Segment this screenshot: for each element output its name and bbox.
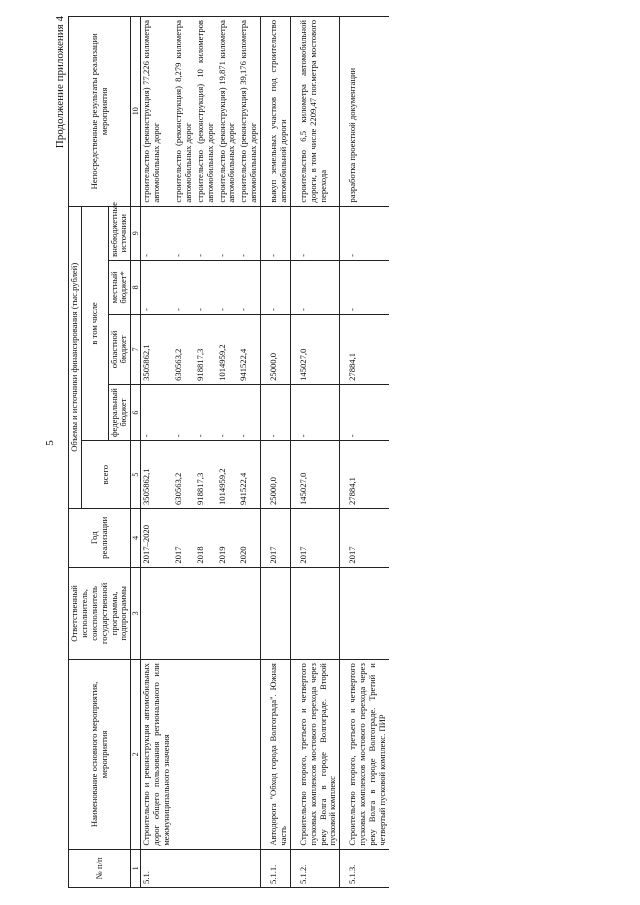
col-index: 8 xyxy=(131,260,141,314)
cell-no: 5.1.1. xyxy=(261,849,291,887)
cell-local: - xyxy=(290,260,340,314)
header-results: Непосредственные результаты реализации мероприятия xyxy=(69,17,131,207)
cell-extra: - xyxy=(290,206,340,260)
cell-extra: - xyxy=(173,206,195,260)
cell-no: 5.1.2. xyxy=(290,849,340,887)
col-index: 7 xyxy=(131,314,141,384)
table-row xyxy=(217,17,239,888)
cell-total: 25000,0 xyxy=(261,441,291,509)
cell-responsible xyxy=(340,567,389,660)
cell-federal: - xyxy=(340,384,389,440)
cell-year: 2017 xyxy=(261,508,291,567)
table-row xyxy=(238,17,260,888)
table-body xyxy=(141,17,389,888)
cell-name xyxy=(173,660,195,850)
cell-no: 5.1.3. xyxy=(340,849,389,887)
col-index: 3 xyxy=(131,567,141,660)
cell-total: 941522,4 xyxy=(238,441,260,509)
cell-no xyxy=(238,849,260,887)
cell-year: 2017 xyxy=(173,508,195,567)
col-index: 10 xyxy=(131,17,141,207)
header-federal: федеральный бюджет xyxy=(108,384,131,440)
cell-federal: - xyxy=(141,384,173,440)
header-total: всего xyxy=(81,441,130,509)
rotated-sheet xyxy=(50,12,640,892)
cell-responsible xyxy=(261,567,291,660)
cell-no: 5.1. xyxy=(141,849,173,887)
table-row xyxy=(195,17,217,888)
cell-regional: 941522,4 xyxy=(238,314,260,384)
header-responsible: Ответственный исполнитель, соисполнитель государственной программы, подпрограммы xyxy=(69,567,131,660)
cell-total: 1014959,2 xyxy=(217,441,239,509)
table-row xyxy=(141,17,173,888)
cell-regional: 3505862,1 xyxy=(141,314,173,384)
cell-responsible xyxy=(141,567,173,660)
cell-extra: - xyxy=(141,206,173,260)
cell-name: Строительство и реконструкция автомобильных дорог общего пользования регионального или межмуниципального значения xyxy=(141,660,173,850)
cell-name xyxy=(238,660,260,850)
cell-local: - xyxy=(173,260,195,314)
header-no: № п/п xyxy=(69,849,131,887)
cell-local: - xyxy=(217,260,239,314)
cell-responsible xyxy=(195,567,217,660)
cell-federal: - xyxy=(261,384,291,440)
cell-federal: - xyxy=(290,384,340,440)
cell-name: Автодорога "Обход города Волгограда". Южная часть xyxy=(261,660,291,850)
col-index: 6 xyxy=(131,384,141,440)
cell-name: Строительство второго, третьего и четвертого пусковых комплексов мостового перехода через реку Волга в городе Волгограде. Второй пусковой комплекс xyxy=(290,660,340,850)
cell-no xyxy=(195,849,217,887)
continuation-note: Продолжение приложения 4 xyxy=(54,16,66,149)
cell-total: 145027,0 xyxy=(290,441,340,509)
header-regional: областной бюджет xyxy=(108,314,131,384)
cell-regional: 918817,3 xyxy=(195,314,217,384)
cell-total: 27884,1 xyxy=(340,441,389,509)
cell-extra: - xyxy=(238,206,260,260)
page-number: 5 xyxy=(44,440,56,446)
cell-extra: - xyxy=(217,206,239,260)
cell-extra: - xyxy=(261,206,291,260)
cell-regional: 145027,0 xyxy=(290,314,340,384)
cell-regional: 630563,2 xyxy=(173,314,195,384)
cell-result: выкуп земельных участков под строительство автомобильной дороги xyxy=(261,17,291,207)
cell-local: - xyxy=(195,260,217,314)
table-row xyxy=(261,17,291,888)
col-index: 4 xyxy=(131,508,141,567)
cell-federal: - xyxy=(173,384,195,440)
cell-year: 2017–2020 xyxy=(141,508,173,567)
cell-no xyxy=(173,849,195,887)
col-index: 5 xyxy=(131,441,141,509)
table-row xyxy=(173,17,195,888)
header-name: Наименование основного мероприятия, мероприятия xyxy=(69,660,131,850)
cell-local: - xyxy=(261,260,291,314)
cell-year: 2017 xyxy=(290,508,340,567)
cell-regional: 1014959,2 xyxy=(217,314,239,384)
header-including: в том числе xyxy=(81,206,108,441)
cell-responsible xyxy=(217,567,239,660)
cell-year: 2019 xyxy=(217,508,239,567)
header-year: Год реализации xyxy=(69,508,131,567)
cell-no xyxy=(217,849,239,887)
cell-regional: 27884,1 xyxy=(340,314,389,384)
cell-responsible xyxy=(290,567,340,660)
cell-federal: - xyxy=(195,384,217,440)
col-index: 9 xyxy=(131,206,141,260)
cell-result: строительство (реконструкция) 77,226 километра автомобильных дорог xyxy=(141,17,173,207)
cell-total: 918817,3 xyxy=(195,441,217,509)
cell-responsible xyxy=(238,567,260,660)
header-local: местный бюджет* xyxy=(108,260,131,314)
cell-extra: - xyxy=(195,206,217,260)
cell-result: строительство (реконструкция) 39,176 километра автомобильных дорог xyxy=(238,17,260,207)
table-row xyxy=(340,17,389,888)
cell-result: разработка проектной документации xyxy=(340,17,389,207)
sheet-content xyxy=(50,12,640,892)
cell-federal: - xyxy=(238,384,260,440)
cell-result: строительство (реконструкция) 8,279 километра автомобильных дорог xyxy=(173,17,195,207)
cell-name: Строительство второго, третьего и четвертого пусковых комплексов мостового перехода через реку Волга в городе Волгограде. Третий и четвертый пусковой комплекс. ПИР xyxy=(340,660,389,850)
cell-federal: - xyxy=(217,384,239,440)
header-funding: Объемы и источники финансирования (тыс.рублей) xyxy=(69,206,82,508)
cell-year: 2020 xyxy=(238,508,260,567)
col-index: 1 xyxy=(131,849,141,887)
cell-total: 630563,2 xyxy=(173,441,195,509)
table-row xyxy=(290,17,340,888)
cell-name xyxy=(195,660,217,850)
cell-result: строительство (реконструкция) 19,871 километра автомобильных дорог xyxy=(217,17,239,207)
cell-result: строительство (реконструкция) 10 километров автомобильных дорог xyxy=(195,17,217,207)
cell-year: 2017 xyxy=(340,508,389,567)
cell-local: - xyxy=(141,260,173,314)
cell-year: 2018 xyxy=(195,508,217,567)
cell-local: - xyxy=(238,260,260,314)
cell-result: строительство 6,5 километра автомобильной дороги, в том числе 2209,47 пог.метра мостового перехода xyxy=(290,17,340,207)
cell-regional: 25000,0 xyxy=(261,314,291,384)
cell-total: 3505862,1 xyxy=(141,441,173,509)
program-table xyxy=(68,16,389,888)
col-index: 2 xyxy=(131,660,141,850)
cell-local: - xyxy=(340,260,389,314)
cell-responsible xyxy=(173,567,195,660)
header-extra: внебюджетные источники xyxy=(108,206,131,260)
cell-name xyxy=(217,660,239,850)
cell-extra: - xyxy=(340,206,389,260)
